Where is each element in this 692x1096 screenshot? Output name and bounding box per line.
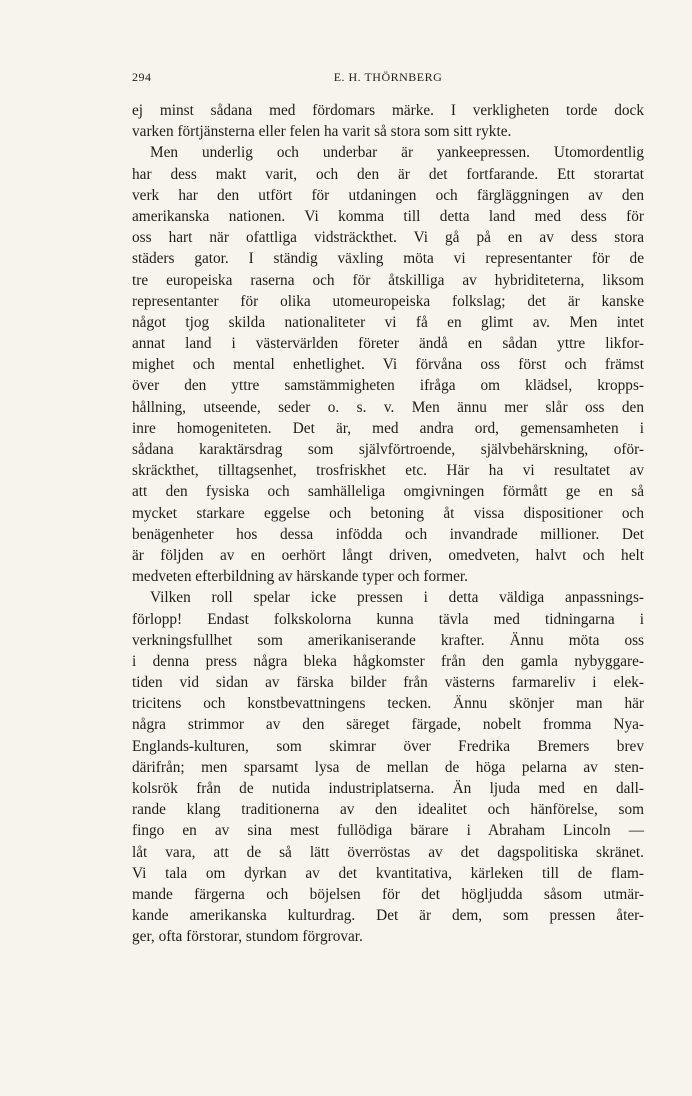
- paragraph: [132, 587, 644, 947]
- text-line: oss hart när ofattliga vidsträckthet. Vi gå på en av dess stora: [132, 229, 644, 247]
- running-head: [132, 70, 644, 86]
- text-line: i denna press några bleka hågkomster från den gamla nybyggare-: [132, 652, 644, 670]
- text-line: verkningsfullhet som amerikaniserande krafter. Ännu möta oss: [132, 631, 644, 649]
- text-line: ej minst sådana med fördomars märke. I verkligheten torde dock: [132, 102, 644, 119]
- text-line: låt vara, att de så lätt överröstas av det dagspolitiska skränet.: [132, 843, 644, 861]
- text-line: mighet och mental enhetlighet. Vi förvåna oss först och främst: [132, 356, 644, 374]
- text-line: därifrån; men sparsamt lysa de mellan de höga pelarna av sten-: [132, 758, 644, 776]
- text-line: ger, ofta förstorar, stundom förgrovar.: [132, 928, 363, 946]
- text-line: att den fysiska och samhälleliga omgivningen förmått ge en så: [132, 483, 644, 501]
- text-line: hållning, utseende, seder o. s. v. Men ännu mer slår oss den: [132, 398, 644, 416]
- text-line: benägenheter hos dessa infödda och invandrade millioner. Det: [132, 525, 644, 543]
- text-line: några strimmor av den säreget färgade, nobelt fromma Nya-: [132, 716, 644, 734]
- text-line: verk har den utfört för utdaningen och färgläggningen av den: [132, 186, 644, 204]
- text-line: sådana karaktärsdrag som självförtroende, självbehärskning, oför-: [132, 441, 644, 458]
- paragraph: [132, 142, 644, 587]
- text-line: mande färgerna och böjelsen för det högljudda såsom utmär-: [132, 885, 644, 903]
- text-line: inre homogeniteten. Det är, med andra ord, gemensamheten i: [132, 419, 644, 437]
- text-line: förlopp! Endast folkskolorna kunna tävla med tidningarna i: [132, 610, 644, 628]
- text-line: varken förtjänsterna eller felen ha varit så stora som sitt rykte.: [132, 123, 512, 141]
- text-line: rande klang traditionerna av den idealitet och hänförelse, som: [132, 801, 644, 819]
- text-line: Englands-kulturen, som skimrar över Fredrika Bremers brev: [132, 737, 644, 755]
- text-line: fingo en av sina mest fullödiga bärare i Abraham Lincoln —: [132, 822, 644, 840]
- text-line: är följden av en oerhört långt driven, omedveten, halvt och helt: [132, 546, 644, 564]
- text-line: annat land i västervärlden företer ändå en sådan yttre likfor-: [132, 335, 644, 353]
- text-line: Vilken roll spelar icke pressen i detta väldiga anpassnings-: [150, 589, 644, 607]
- text-line: städers gator. I ständig växling möta vi representanter för de: [132, 250, 644, 268]
- paragraph: [132, 100, 644, 142]
- text-line: har dess makt varit, och den är det fortfarande. Ett storartat: [132, 165, 644, 183]
- text-line: kolsrök från de nutida industriplatserna. Än ljuda med en dall-: [132, 780, 644, 797]
- text-line: medveten efterbildning av härskande typer och former.: [132, 568, 468, 586]
- text-line: mycket starkare eggelse och betoning åt vissa dispositioner och: [132, 504, 644, 522]
- running-head-author: E. H. THÖRNBERG: [333, 70, 443, 84]
- text-line: amerikanska nationen. Vi komma till detta land med dess för: [132, 207, 644, 225]
- text-line: representanter för olika utomeuropeiska folkslag; det är kanske: [132, 292, 644, 310]
- text-line: något tjog skilda nationaliteter vi få en glimt av. Men intet: [132, 313, 644, 331]
- page-number: 294: [132, 70, 152, 84]
- text-line: skräckthet, tilltagsenhet, trosfriskhet etc. Här ha vi resultatet av: [132, 462, 644, 480]
- text-line: kande amerikanska kulturdrag. Det är dem, som pressen åter-: [132, 907, 644, 925]
- text-line: tricitens och konstbevattningens tecken. Ännu skönjer man här: [132, 695, 644, 713]
- text-line: Vi tala om dyrkan av det kvantitativa, kärleken till de flam-: [132, 864, 644, 882]
- body-text: [132, 100, 644, 948]
- text-line: Men underlig och underbar är yankeepressen. Utomordentlig: [150, 144, 644, 162]
- text-line: tre europeiska raserna och för åtskilliga av hybriditeterna, liksom: [132, 271, 644, 289]
- text-line: över den yttre samstämmigheten ifråga om klädsel, kropps-: [132, 377, 644, 395]
- text-line: tiden vid sidan av färska bilder från västerns farmareliv i elek-: [132, 674, 644, 692]
